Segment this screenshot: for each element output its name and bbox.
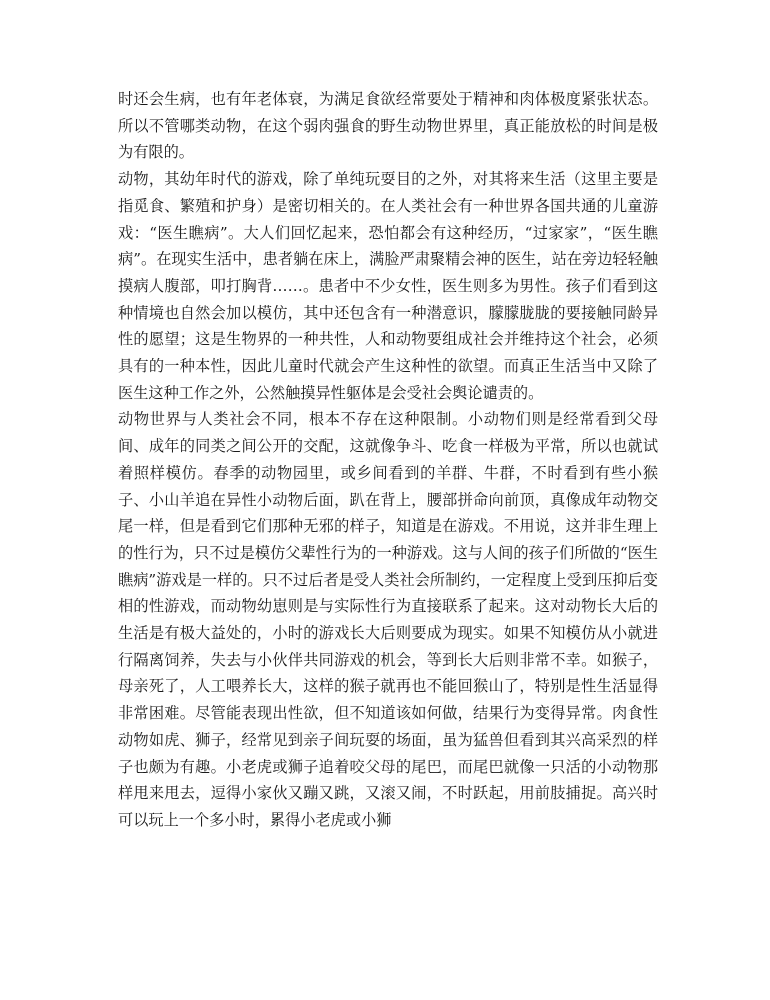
paragraph-3: 动物世界与人类社会不同，根本不存在这种限制。小动物们则是经常看到父母间、成年的同类之间公开的交配，这就像争斗、吃食一样极为平常，所以也就试着照样模仿。春季的动物园里，或乡间看到的羊群、牛群，不时看到有些小猴子、小山羊追在异性小动物后面，趴在背上，腰部拼命向前顶，真像成年动物交尾一样，但是看到它们那种无邪的样子，知道是在游戏。不用说，这并非生理上的性行为，只不过是模仿父辈性行为的一种游戏。这与人间的孩子们所做的“医生瞧病”游戏是一样的。只不过后者是受人类社会所制约，一定程度上受到压抑后变相的性游戏，而动物幼崽则是与实际性行为直接联系了起来。这对动物长大后的生活是有极大益处的，小时的游戏长大后则要成为现实。如果不知模仿从小就进行隔离饲养，失去与小伙伴共同游戏的机会，等到长大后则非常不幸。如猴子，母亲死了，人工喂养长大，这样的猴子就再也不能回猴山了，特别是性生活显得非常困难。尽管能表现出性欲，但不知道该如何做，结果行为变得异常。肉食性动物如虎、狮子，经常见到亲子间玩耍的场面，虽为猛兽但看到其兴高采烈的样子也颇为有趣。小老虎或狮子追着咬父母的尾巴，而尾巴就像一只活的小动物那样甩来甩去，逗得小家伙又蹦又跳，又滚又闹，不时跃起，用前肢捕捉。高兴时可以玩上一个多小时，累得小老虎或小狮 xyxy=(118,410,658,829)
document-page xyxy=(118,86,658,834)
paragraph-2: 动物，其幼年时代的游戏，除了单纯玩耍目的之外，对其将来生活（这里主要是指觅食、繁殖和护身）是密切相关的。在人类社会有一种世界各国共通的儿童游戏：“医生瞧病”。大人们回忆起来，恐怕都会有这种经历，“过家家”，“医生瞧病”。在现实生活中，患者躺在床上，满脸严肃聚精会神的医生，站在旁边轻轻触摸病人腹部，叩打胸背……。患者中不少女性，医生则多为男性。孩子们看到这种情境也自然会加以模仿，其中还包含有一种潜意识，朦朦胧胧的要接触同龄异性的愿望；这是生物界的一种共性，人和动物要组成社会并维持这个社会，必须具有的一种本性，因此儿童时代就会产生这种性的欲望。而真正生活当中又除了医生这种工作之外，公然触摸异性躯体是会受社会舆论谴责的。 xyxy=(118,170,658,402)
paragraph-1: 时还会生病，也有年老体衰，为满足食欲经常要处于精神和肉体极度紧张状态。所以不管哪类动物，在这个弱肉强食的野生动物世界里，真正能放松的时间是极为有限的。 xyxy=(118,90,658,162)
